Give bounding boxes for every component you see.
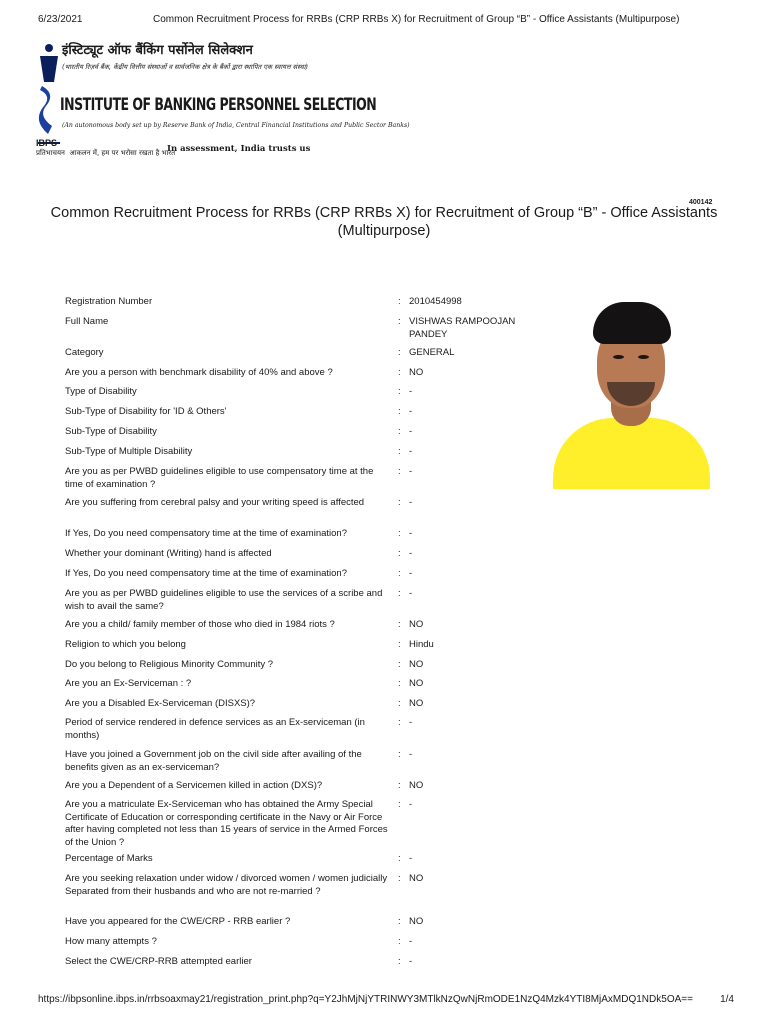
field-row: Have you appeared for the CWE/CRP - RRB earlier ? : NO — [61, 916, 541, 936]
field-row: Type of Disability : - — [61, 386, 541, 406]
field-row: Are you a Disabled Ex-Serviceman (DISXS)? : NO — [61, 698, 541, 717]
document-title: Common Recruitment Process for RRBs (CRP RRBs X) for Recruitment of Group “B” - Office Assistants (Multipurpose) — [50, 205, 718, 239]
field-label: Are you a Dependent of a Servicemen killed in action (DXS)? — [65, 780, 323, 791]
field-value: NO — [409, 698, 424, 709]
field-value: - — [409, 497, 413, 508]
field-label: Do you belong to Religious Minority Community ? — [65, 659, 274, 670]
field-label: Are you suffering from cerebral palsy and your writing speed is affected — [65, 497, 365, 508]
field-row: Sub-Type of Disability for 'ID & Others' : - — [61, 406, 541, 426]
field-value: - — [409, 548, 413, 559]
field-row: If Yes, Do you need compensatory time at the time of examination? : - — [61, 568, 541, 588]
field-value: - — [409, 386, 413, 397]
ibps-code: IBPS — [36, 138, 58, 148]
field-value: - — [409, 588, 413, 599]
field-label: Are you as per PWBD guidelines eligible to use compensatory time at the time of examination ? — [65, 466, 374, 490]
field-label: Are you a person with benchmark disability of 40% and above ? — [65, 367, 333, 378]
field-value: - — [409, 799, 413, 810]
field-row: Are you seeking relaxation under widow / divorced women / women judicially Separated from their husbands and who are not re-married ? : NO — [61, 873, 541, 916]
field-row: How many attempts ? : - — [61, 936, 541, 956]
field-row: Whether your dominant (Writing) hand is affected : - — [61, 548, 541, 568]
field-label: Sub-Type of Disability for 'ID & Others' — [65, 406, 227, 417]
field-label: Are you a matriculate Ex-Serviceman who has obtained the Army Special Certificate of Education or corresponding certificate in the Navy or Air Force after having completed not less than 15 years of service in the Armed Forces of the Union ? — [65, 799, 388, 848]
page-number: 1/4 — [720, 994, 734, 1005]
print-footer — [38, 994, 734, 1008]
hindi-motto-text: आकलन में, हम पर भरोसा रखता है भारत — [69, 149, 176, 157]
field-row: Are you as per PWBD guidelines eligible to use the services of a scribe and wish to avail the same? : - — [61, 588, 541, 619]
candidate-photo — [553, 300, 710, 489]
field-value: NO — [409, 619, 424, 630]
institute-english-subtitle: (An autonomous body set up by Reserve Bank of India, Central Financial Institutions and Public Sector Banks) — [62, 122, 410, 129]
field-row: Sub-Type of Disability : - — [61, 426, 541, 446]
field-row: If Yes, Do you need compensatory time at the time of examination? : - — [61, 528, 541, 548]
registration-details-table — [61, 296, 541, 976]
field-value: - — [409, 406, 413, 417]
institute-hindi-subtitle: (भारतीय रिज़र्व बैंक, केंद्रीय वित्तीय संस्थाओं व सार्वजनिक क्षेत्र के बैंकों द्वारा स्थापित एक स्वायत्त संस्था) — [62, 63, 309, 71]
field-row: Are you a matriculate Ex-Serviceman who has obtained the Army Special Certificate of Education or corresponding certificate in the Navy or Air Force after having completed not less than 15 years of service in the Armed Forces of the Union ? : - — [61, 799, 541, 853]
field-label: How many attempts ? — [65, 936, 157, 947]
field-value: - — [409, 853, 413, 864]
field-row: Period of service rendered in defence services as an Ex-serviceman (in months) : - — [61, 717, 541, 749]
field-label: Have you joined a Government job on the civil side after availing of the benefits given as an ex-serviceman? — [65, 749, 362, 773]
field-value: GENERAL — [409, 347, 455, 358]
field-label: Religion to which you belong — [65, 639, 186, 650]
hindi-motto — [36, 149, 175, 158]
field-value: - — [409, 466, 413, 477]
field-label: Select the CWE/CRP-RRB attempted earlier — [65, 956, 252, 967]
field-label: Period of service rendered in defence services as an Ex-serviceman (in months) — [65, 717, 365, 741]
hindi-tag: प्रतिभाचयन — [36, 149, 65, 157]
institute-hindi-name: इंस्टिट्यूट ऑफ बैंकिंग पर्सोनेल सिलेक्शन — [62, 43, 253, 58]
field-label: Category — [65, 347, 104, 358]
field-value: - — [409, 936, 413, 947]
field-row: Percentage of Marks : - — [61, 853, 541, 873]
field-label: Have you appeared for the CWE/CRP - RRB earlier ? — [65, 916, 291, 927]
field-value: NO — [409, 659, 424, 670]
field-value: - — [409, 717, 413, 728]
field-value: NO — [409, 916, 424, 927]
ibps-logo — [36, 38, 410, 166]
field-label: Are you a Disabled Ex-Serviceman (DISXS)? — [65, 698, 256, 709]
field-value: NO — [409, 367, 424, 378]
english-motto: In assessment, India trusts us — [167, 144, 311, 154]
field-value: - — [409, 426, 413, 437]
field-value: - — [409, 956, 413, 967]
field-row: Are you a Dependent of a Servicemen killed in action (DXS)? : NO — [61, 780, 541, 799]
field-row: Are you a child/ family member of those who died in 1984 riots ? : NO — [61, 619, 541, 639]
field-value: 2010454998 — [409, 296, 462, 307]
field-value: NO — [409, 678, 424, 689]
field-label: Are you a child/ family member of those who died in 1984 riots ? — [65, 619, 335, 630]
field-value: - — [409, 568, 413, 579]
field-row: Registration Number : 2010454998 — [61, 296, 541, 316]
field-label: Whether your dominant (Writing) hand is affected — [65, 548, 272, 559]
field-value: NO — [409, 873, 424, 884]
field-row: Are you as per PWBD guidelines eligible to use compensatory time at the time of examination ? : - — [61, 466, 541, 497]
field-row: Do you belong to Religious Minority Community ? : NO — [61, 659, 541, 678]
field-row: Full Name : VISHWAS RAMPOOJAN PANDEY — [61, 316, 541, 347]
field-value: - — [409, 528, 413, 539]
field-label: Are you seeking relaxation under widow / divorced women / women judicially Separated from their husbands and who are not re-married ? — [65, 873, 388, 897]
field-value: - — [409, 446, 413, 457]
field-row: Are you an Ex-Serviceman : ? : NO — [61, 678, 541, 698]
field-value: VISHWAS RAMPOOJAN PANDEY — [409, 316, 516, 340]
field-row: Category : GENERAL — [61, 347, 541, 367]
field-value: - — [409, 749, 413, 760]
print-title: Common Recruitment Process for RRBs (CRP RRBs X) for Recruitment of Group “B” - Office Assistants (Multipurpose) — [153, 14, 680, 25]
field-label: Are you an Ex-Serviceman : ? — [65, 678, 192, 689]
field-label: Are you as per PWBD guidelines eligible to use the services of a scribe and wish to avail the same? — [65, 588, 383, 612]
field-label: If Yes, Do you need compensatory time at the time of examination? — [65, 528, 347, 539]
field-label: If Yes, Do you need compensatory time at the time of examination? — [65, 568, 347, 579]
field-value: Hindu — [409, 639, 434, 650]
institute-english-name: INSTITUTE OF BANKING PERSONNEL SELECTION — [60, 94, 377, 115]
field-row: Religion to which you belong : Hindu — [61, 639, 541, 659]
field-label: Sub-Type of Disability — [65, 426, 157, 437]
print-header — [38, 14, 734, 28]
field-label: Registration Number — [65, 296, 153, 307]
field-value: NO — [409, 780, 424, 791]
field-label: Full Name — [65, 316, 109, 327]
page-url-link[interactable]: https://ibpsonline.ibps.in/rrbsoaxmay21/registration_print.php?q=Y2JhMjNjYTRINWY3MTlkNzQwNjRmODE1NzQ4Mzk4YTI8MjAxMDQ1NDk5OA== — [38, 994, 693, 1005]
field-row: Have you joined a Government job on the civil side after availing of the benefits given as an ex-serviceman? : - — [61, 749, 541, 780]
field-label: Percentage of Marks — [65, 853, 153, 864]
field-row: Are you suffering from cerebral palsy and your writing speed is affected : - — [61, 497, 541, 528]
field-row: Sub-Type of Multiple Disability : - — [61, 446, 541, 466]
field-label: Sub-Type of Multiple Disability — [65, 446, 193, 457]
print-date: 6/23/2021 — [38, 14, 83, 25]
field-label: Type of Disability — [65, 386, 137, 397]
field-row: Are you a person with benchmark disability of 40% and above ? : NO — [61, 367, 541, 386]
registration-code: 400142 — [689, 199, 713, 206]
field-row: Select the CWE/CRP-RRB attempted earlier : - — [61, 956, 541, 976]
